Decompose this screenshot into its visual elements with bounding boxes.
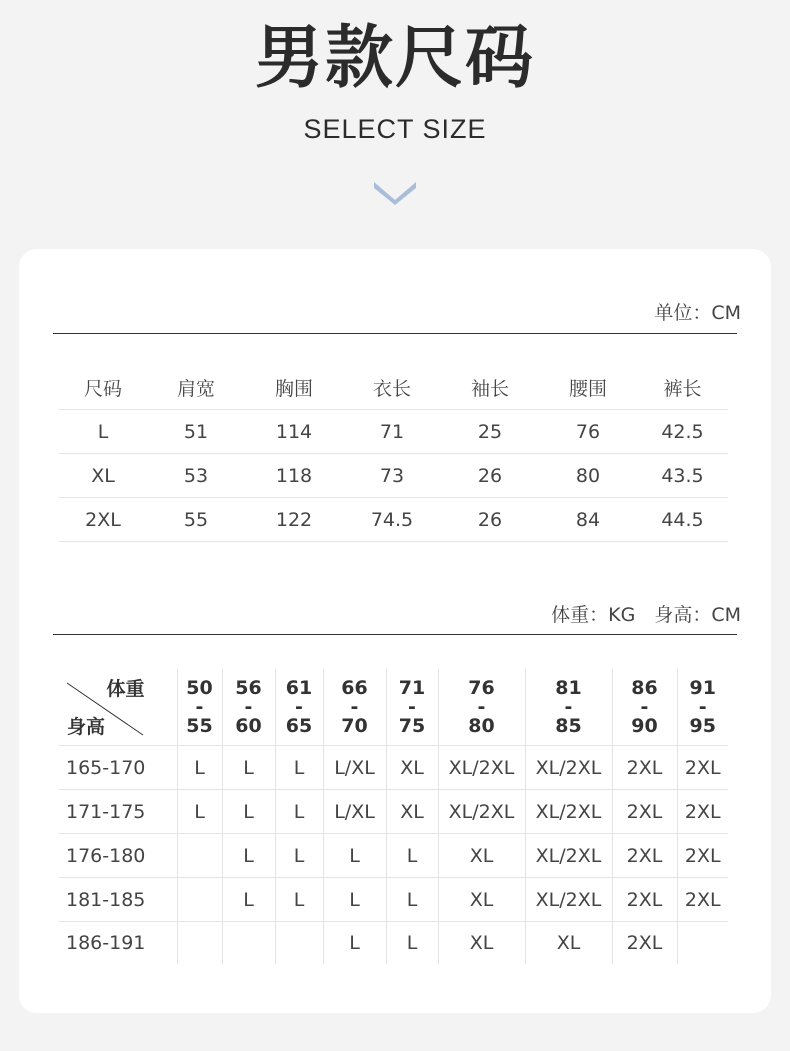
size-cell: XL/2XL [525, 878, 612, 922]
table-cell: 76 [539, 410, 637, 454]
size-cell: L/XL [323, 746, 386, 790]
size-cell [222, 922, 275, 965]
table-cell: 122 [245, 498, 343, 542]
weight-unit-label: 体重：KG 身高：CM [551, 604, 741, 626]
size-cell [177, 878, 222, 922]
size-cell [677, 922, 728, 965]
size-cell: L [275, 834, 323, 878]
table-cell: 51 [147, 410, 245, 454]
column-header: 衣长 [343, 366, 441, 410]
size-cell: XL [438, 834, 525, 878]
size-cell: 2XL [677, 746, 728, 790]
chevron-down-icon [372, 178, 418, 206]
corner-cell [59, 669, 177, 746]
size-cell: XL [386, 746, 438, 790]
size-unit-label: 单位：CM [654, 302, 741, 324]
size-cell: 2XL [677, 878, 728, 922]
size-cell: L [386, 878, 438, 922]
table-cell: 44.5 [637, 498, 728, 542]
table-cell: L [59, 410, 147, 454]
weight-range-header: 56 - 60 [222, 669, 275, 746]
table-row [59, 498, 728, 542]
table-row [59, 746, 728, 790]
size-cell: 2XL [677, 834, 728, 878]
weight-range-header: 81 - 85 [525, 669, 612, 746]
size-cell: XL [386, 790, 438, 834]
table-cell: 53 [147, 454, 245, 498]
size-cell: XL/2XL [525, 790, 612, 834]
size-cell: L [222, 878, 275, 922]
size-cell: L [222, 790, 275, 834]
height-cell: 165-170 [59, 746, 177, 790]
column-header: 腰围 [539, 366, 637, 410]
size-cell: 2XL [677, 790, 728, 834]
size-cell: 2XL [612, 790, 677, 834]
corner-height-label: 身高 [67, 716, 106, 738]
table-cell: 73 [343, 454, 441, 498]
weight-range-header: 91 - 95 [677, 669, 728, 746]
size-cell: XL [525, 922, 612, 965]
height-cell: 181-185 [59, 878, 177, 922]
size-cell: L [177, 790, 222, 834]
table-row [59, 410, 728, 454]
weight-range-header: 66 - 70 [323, 669, 386, 746]
table-header-row [59, 366, 728, 410]
size-cell: L [323, 878, 386, 922]
size-cell: 2XL [612, 746, 677, 790]
size-cell: XL/2XL [438, 790, 525, 834]
size-cell: L [386, 922, 438, 965]
weight-range-header: 61 - 65 [275, 669, 323, 746]
table-cell: 42.5 [637, 410, 728, 454]
size-cell: XL [438, 878, 525, 922]
column-header: 袖长 [441, 366, 539, 410]
table-cell: 55 [147, 498, 245, 542]
column-header: 肩宽 [147, 366, 245, 410]
size-cell: 2XL [612, 834, 677, 878]
table-cell: 26 [441, 454, 539, 498]
weight-range-header: 86 - 90 [612, 669, 677, 746]
size-cell: L [177, 746, 222, 790]
size-cell: L [323, 922, 386, 965]
table-cell: 2XL [59, 498, 147, 542]
height-cell: 186-191 [66, 932, 146, 954]
table-cell: 71 [343, 410, 441, 454]
size-cell [177, 922, 222, 965]
size-cell: XL/2XL [525, 834, 612, 878]
size-cell: XL/2XL [525, 746, 612, 790]
page-subtitle: SELECT SIZE [303, 114, 487, 144]
size-cell: 2XL [612, 878, 677, 922]
size-cell: L [275, 746, 323, 790]
column-header: 裤长 [637, 366, 728, 410]
size-cell: L [275, 790, 323, 834]
table-row [59, 454, 728, 498]
size-cell: L [222, 746, 275, 790]
size-cell: 2XL [612, 922, 677, 965]
table-row [59, 878, 728, 922]
size-cell [275, 922, 323, 965]
column-header: 胸围 [245, 366, 343, 410]
table-cell: 118 [245, 454, 343, 498]
size-table [59, 366, 728, 542]
table-cell: XL [59, 454, 147, 498]
size-cell: L [222, 834, 275, 878]
size-cell [177, 834, 222, 878]
size-cell: L [323, 834, 386, 878]
size-cell: XL [438, 922, 525, 965]
divider [53, 634, 737, 635]
table-row [59, 922, 728, 965]
divider [53, 333, 737, 334]
table-cell: 26 [441, 498, 539, 542]
corner-weight-label: 体重 [106, 678, 145, 700]
table-cell: 80 [539, 454, 637, 498]
table-row [59, 834, 728, 878]
table-row [59, 790, 728, 834]
height-cell: 176-180 [59, 834, 177, 878]
size-cell: L [386, 834, 438, 878]
table-cell: 43.5 [637, 454, 728, 498]
size-cell: L/XL [323, 790, 386, 834]
table-cell: 84 [539, 498, 637, 542]
size-cell: L [275, 878, 323, 922]
weight-range-header: 71 - 75 [386, 669, 438, 746]
table-cell: 74.5 [343, 498, 441, 542]
weight-range-header: 50 - 55 [177, 669, 222, 746]
table-cell: 114 [245, 410, 343, 454]
column-header: 尺码 [59, 366, 147, 410]
weight-range-header: 76 - 80 [438, 669, 525, 746]
height-cell: 171-175 [59, 790, 177, 834]
table-header-row [59, 669, 728, 746]
size-cell: XL/2XL [438, 746, 525, 790]
page-title: 男款尺码 [254, 19, 535, 98]
weight-height-table [59, 669, 728, 964]
table-cell: 25 [441, 410, 539, 454]
